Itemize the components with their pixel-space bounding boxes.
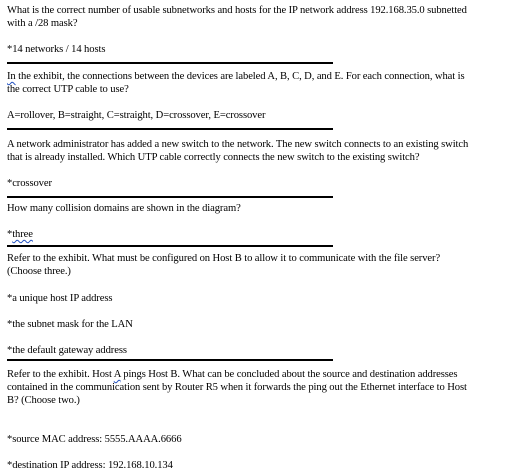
question-3-answer: *crossover [7, 178, 52, 189]
separator-2 [7, 128, 333, 130]
separator-5 [7, 359, 333, 361]
question-5-line-1: Refer to the exhibit. What must be configured on Host B to allow it to communicate with the file server? [7, 253, 441, 264]
question-1-line-2: with a /28 mask? [7, 18, 78, 29]
question-5-answer-2: *the subnet mask for the LAN [7, 319, 133, 330]
question-6-line-3: B? (Choose two.) [7, 395, 80, 406]
question-6-line-1 [7, 369, 457, 381]
question-6-answer-2: *destination IP address: 192.168.10.134 [7, 460, 173, 471]
separator-4 [7, 245, 333, 247]
question-5-answer-1: *a unique host IP address [7, 293, 113, 304]
question-6-line-2: contained in the communication sent by Router R5 when it forwards the ping out the Ethernet interface to Host [7, 382, 467, 393]
question-2-line-2: the correct UTP cable to use? [7, 84, 129, 95]
question-3-line-2: that is already installed. Which UTP cable correctly connects the new switch to the existing switch? [7, 152, 420, 163]
question-6-answer-1: *source MAC address: 5555.AAAA.6666 [7, 434, 182, 445]
question-6-host-a: A [113, 369, 121, 380]
question-5-answer-3: *the default gateway address [7, 345, 127, 356]
question-6-line-1-rest: pings Host B. What can be concluded about the source and destination addresses [120, 369, 458, 380]
question-1-answer: *14 networks / 14 hosts [7, 44, 106, 55]
question-4-answer-star: * [7, 229, 13, 240]
question-6-line-1-prefix: Refer to the exhibit. Host [7, 369, 114, 380]
question-2-answer: A=rollover, B=straight, C=straight, D=crossover, E=crossover [7, 110, 266, 121]
question-1-line-1: What is the correct number of usable subnetworks and hosts for the IP network address 192.168.35.0 subnetted [7, 5, 467, 16]
question-4-answer [7, 229, 33, 241]
question-4-line-1: How many collision domains are shown in the diagram? [7, 203, 241, 214]
question-2-line-1 [7, 71, 465, 83]
separator-1 [7, 62, 333, 64]
question-4-answer-word: three [12, 229, 33, 240]
question-2-first-word: In [7, 71, 16, 82]
question-2-line-1-rest: the exhibit, the connections between the devices are labeled A, B, C, D, and E. For each connection, what is [15, 71, 465, 82]
separator-3 [7, 196, 333, 198]
question-3-line-1: A network administrator has added a new switch to the network. The new switch connects to an existing switch [7, 139, 469, 150]
question-5-line-2: (Choose three.) [7, 266, 71, 277]
